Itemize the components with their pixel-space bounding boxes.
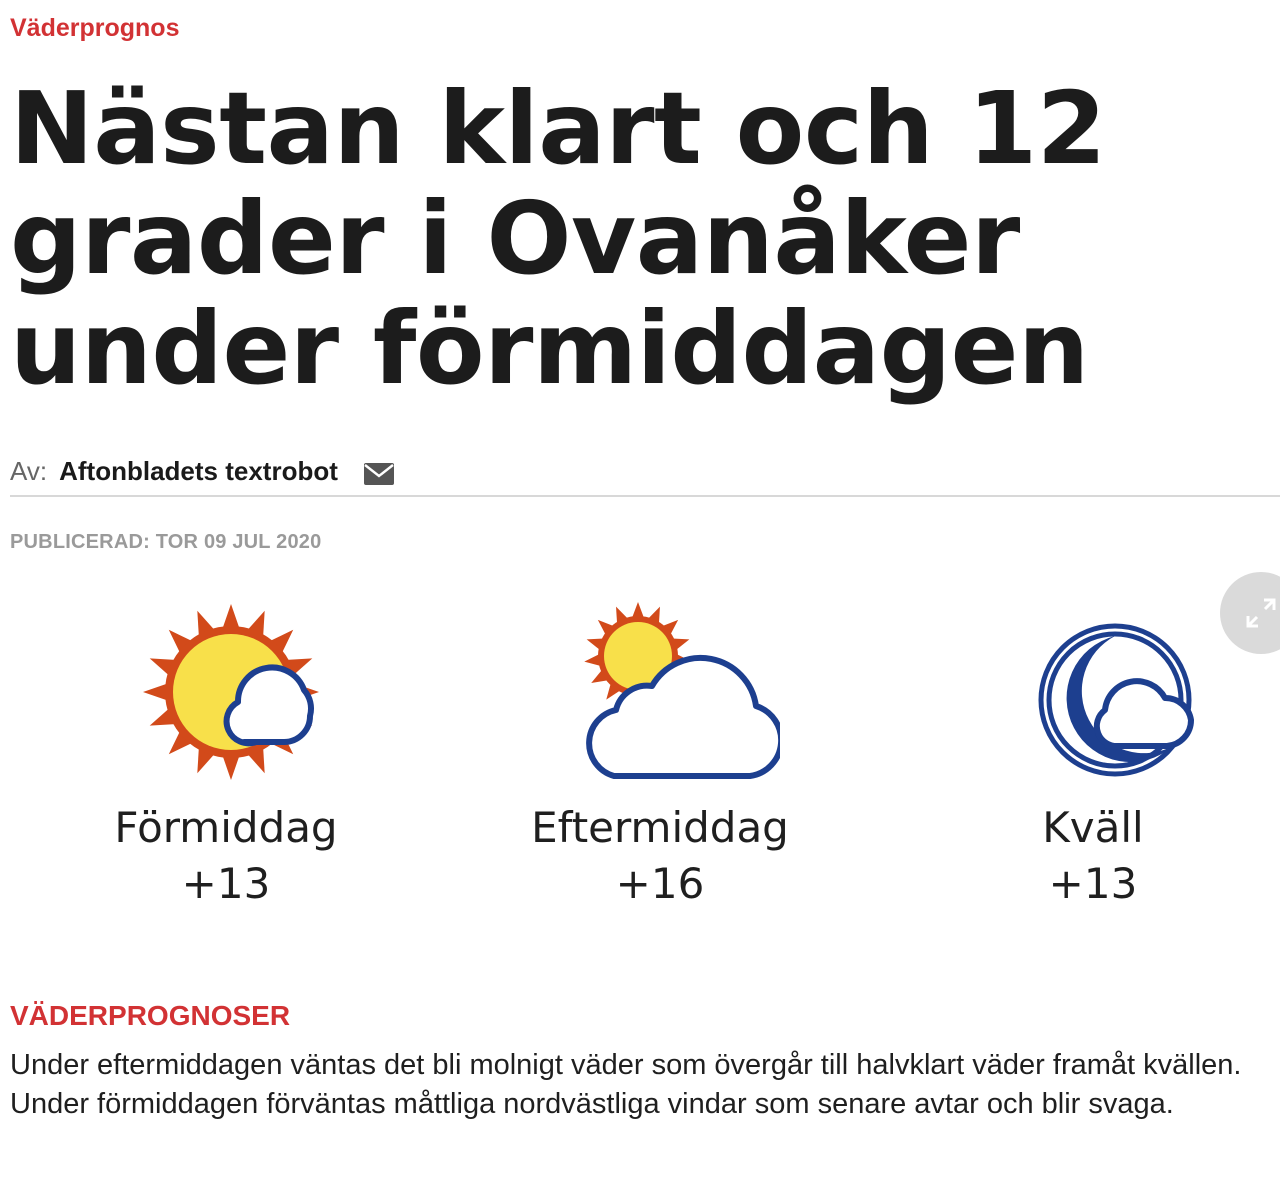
forecast-temp: +13 [1048,859,1138,908]
forecast-morning [66,600,386,912]
forecast-temp: +13 [181,859,271,908]
byline [10,456,394,487]
body-subhead: VÄDERPROGNOSER [10,1000,291,1031]
published-date: PUBLICERAD: TOR 09 JUL 2020 [10,531,322,553]
forecast-period: Kväll [1042,803,1144,852]
author-name[interactable]: Aftonbladets textrobot [59,456,338,486]
forecast-evening [933,600,1253,912]
mail-icon[interactable] [364,461,394,483]
divider [10,495,1280,497]
section-tag[interactable]: Väderprognos [10,14,180,42]
moon-with-cloud-icon [973,600,1213,800]
large-cloud-with-sun-icon [540,600,780,800]
byline-prefix: Av: [10,456,48,486]
forecast-period: Förmiddag [114,803,338,852]
forecast-afternoon [500,600,820,912]
forecast-period: Eftermiddag [531,803,789,852]
sun-behind-small-cloud-icon [106,600,346,800]
headline: Nästan klart och 12 grader i Ovanåker under förmiddagen [10,70,1106,407]
forecast-temp: +16 [615,859,705,908]
body-paragraph: Under eftermiddagen väntas det bli molnigt väder som övergår till halvklart väder framåt kvällen. Under förmiddagen förväntas måttliga nordvästliga vindar som senare avtar och blir svaga. [10,1049,1242,1120]
